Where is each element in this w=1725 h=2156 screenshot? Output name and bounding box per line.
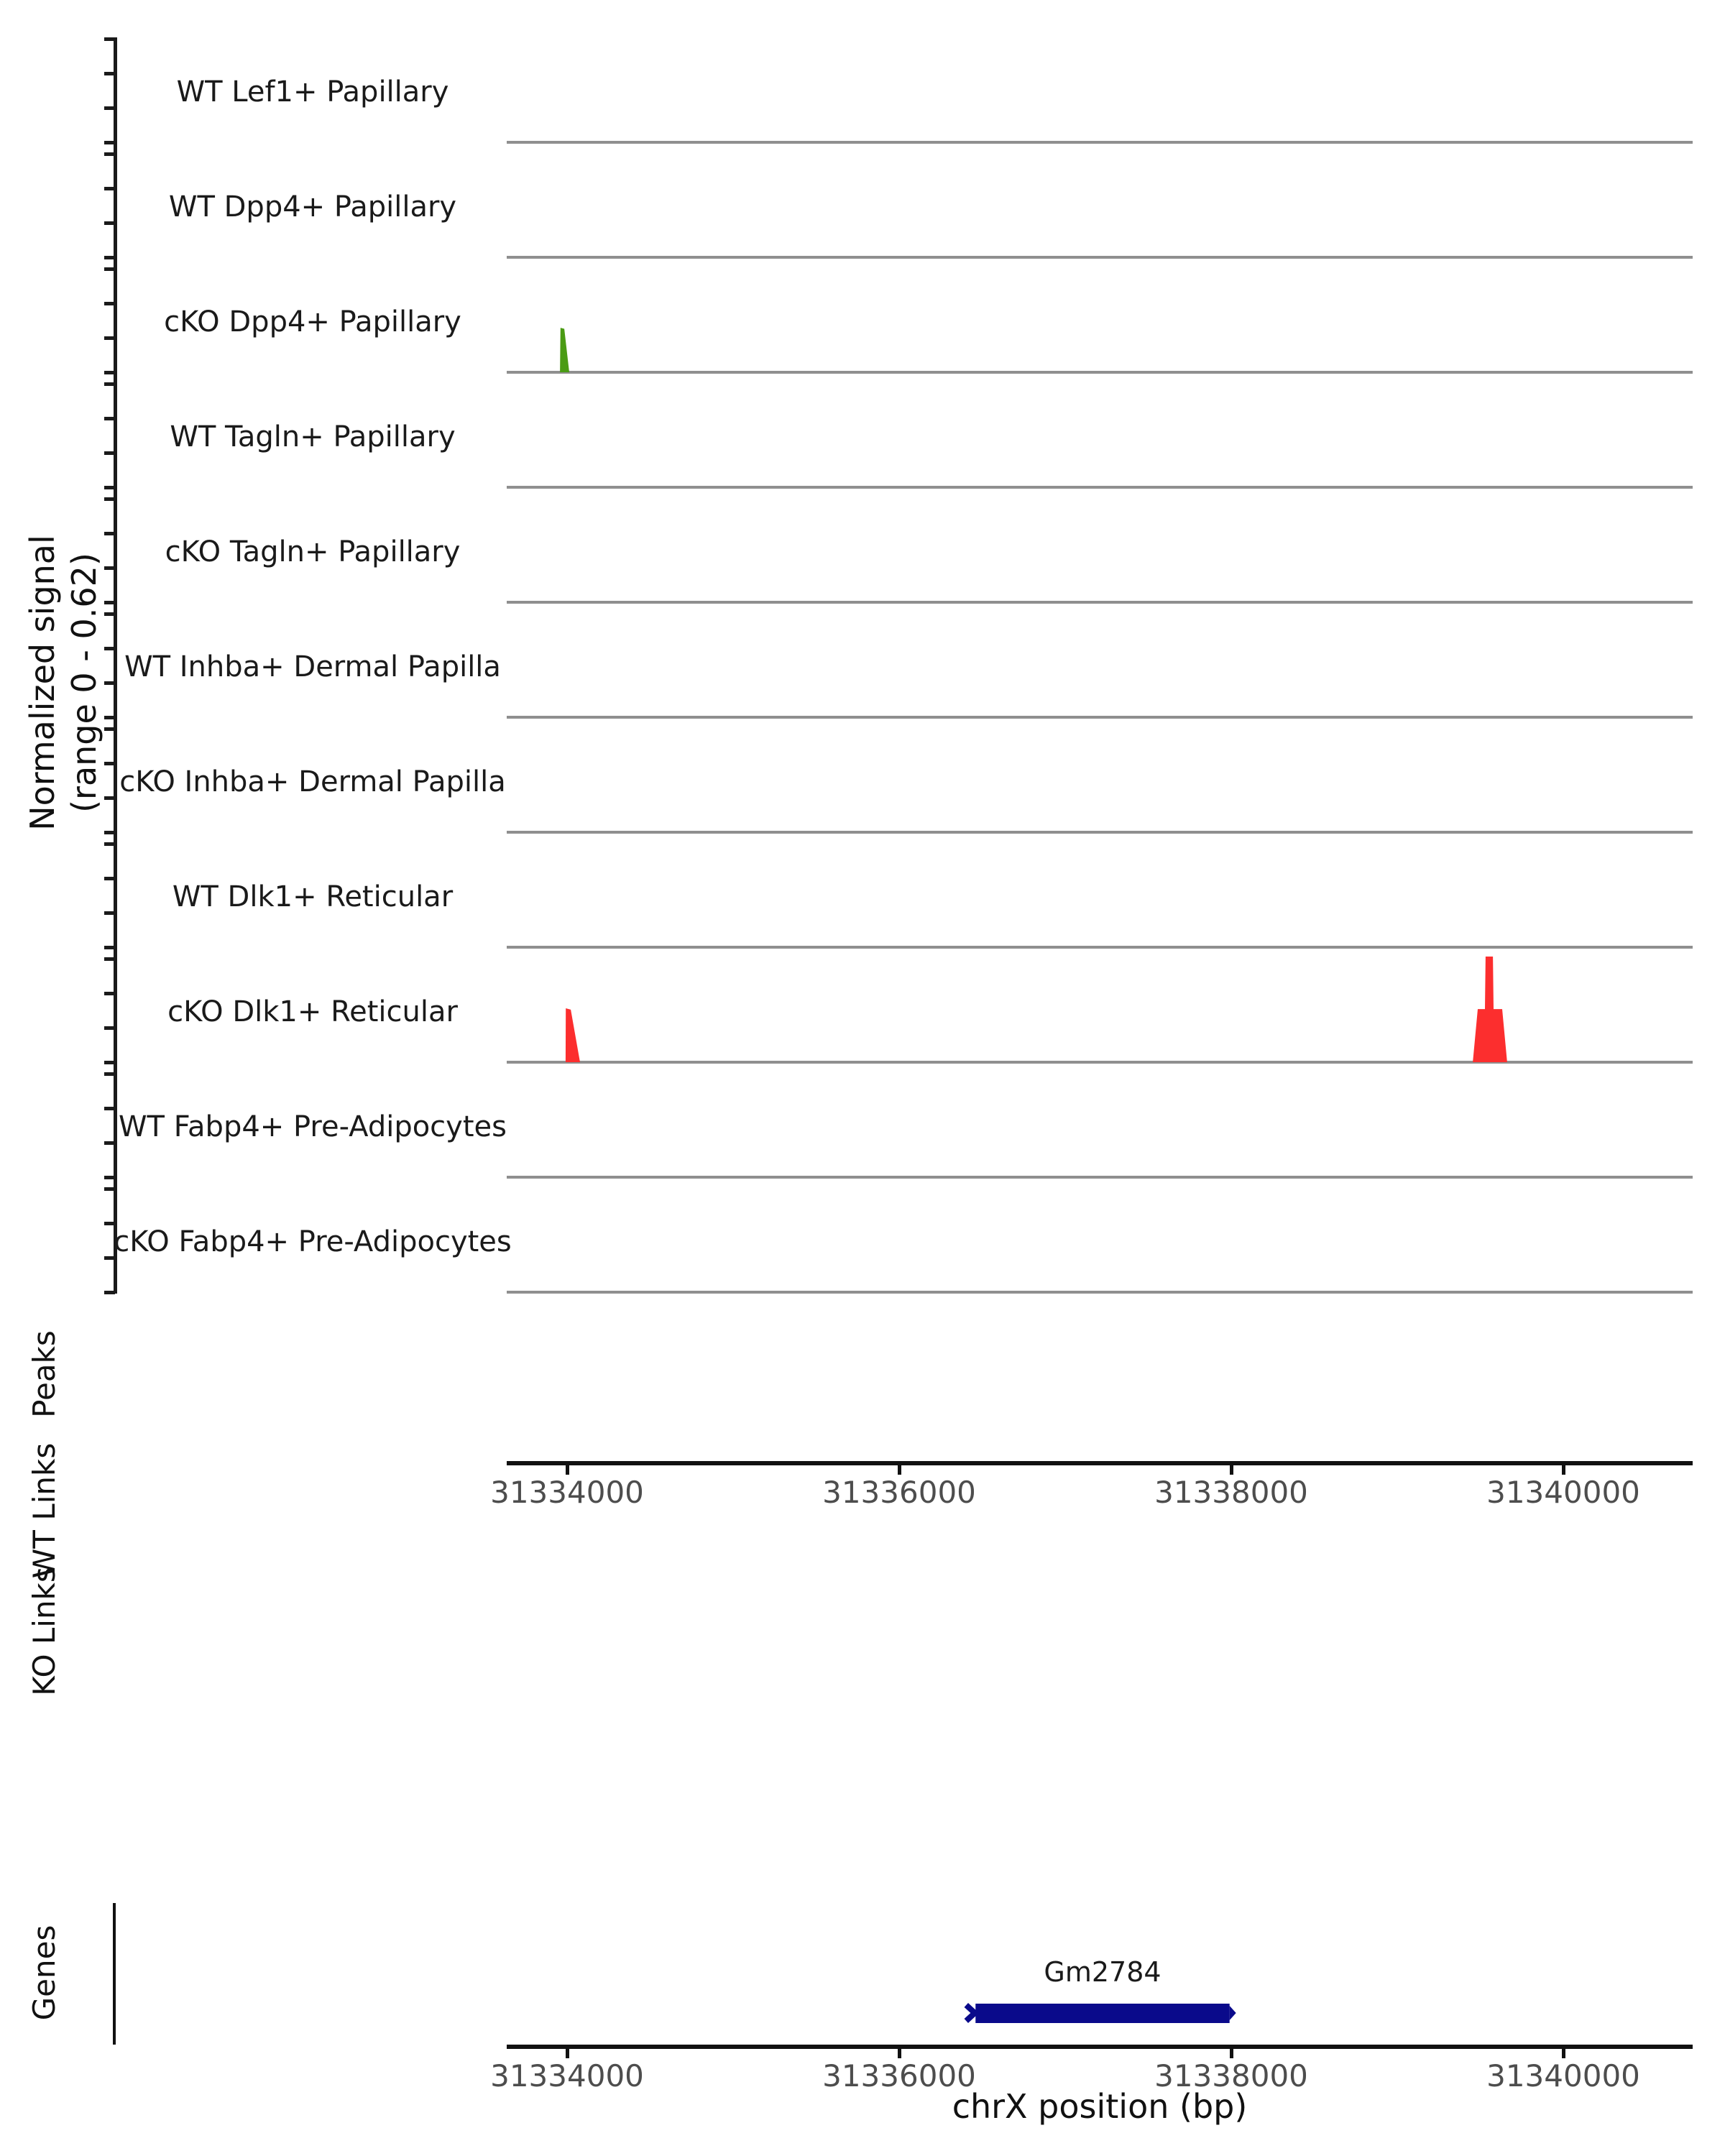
y-axis-tick [104, 382, 115, 386]
gene-body-glyph [966, 2004, 1236, 2023]
y-axis-tick [104, 1061, 115, 1064]
x-axis-tick [566, 1465, 569, 1475]
y-axis-tick [104, 267, 115, 271]
y-axis-tick [104, 831, 115, 834]
y-axis-tick [104, 486, 115, 489]
x-axis-tick [1562, 2048, 1565, 2058]
y-axis-tick [104, 497, 115, 501]
track-baseline [507, 601, 1693, 604]
x-axis-tick-label: 31338000 [1154, 1475, 1308, 1510]
track-label: cKO Tagln+ Papillary [165, 535, 461, 568]
x-axis-tick [1230, 1465, 1233, 1475]
y-axis-tick [104, 1291, 115, 1294]
x-axis-tick [898, 2048, 901, 2058]
track-label: cKO Dlk1+ Reticular [167, 995, 458, 1028]
section-label-genes: Genes [27, 1925, 62, 2021]
y-axis-label-line1: Normalized signal [23, 535, 62, 831]
signal-peak [566, 1008, 580, 1062]
y-axis-tick [104, 152, 115, 156]
y-axis-tick [104, 601, 115, 604]
track-baseline [507, 1061, 1693, 1064]
y-axis-label-line2: (range 0 - 0.62) [65, 553, 104, 813]
y-axis-tick [104, 141, 115, 144]
y-axis-tick [104, 727, 115, 731]
y-axis-tick [104, 842, 115, 846]
x-axis-tick [1230, 2048, 1233, 2058]
x-axis-tick-label: 31336000 [822, 1475, 976, 1510]
y-axis-tick [104, 37, 115, 41]
x-axis-tick-label: 31336000 [822, 2058, 976, 2093]
y-axis-tick [104, 1072, 115, 1076]
track-baseline [507, 831, 1693, 834]
x-axis-tick-label: 31340000 [1486, 2058, 1640, 2093]
genes-axis-line [113, 1903, 116, 2045]
track-label: WT Lef1+ Papillary [176, 75, 449, 109]
gene-arrow-tip-icon [1230, 2006, 1236, 2020]
peaks-x-axis-line [507, 1461, 1693, 1465]
signal-peak [560, 328, 569, 372]
y-axis-tick [104, 612, 115, 616]
y-axis-tick [104, 1187, 115, 1191]
track-baseline [507, 256, 1693, 259]
section-label-wt-links: WT Links [27, 1442, 62, 1579]
signal-peak [1473, 957, 1507, 1062]
y-axis-label [22, 395, 105, 970]
y-axis-tick [104, 946, 115, 949]
x-axis-tick [898, 1465, 901, 1475]
y-axis-tick [104, 1176, 115, 1179]
gene-body-rect [975, 2004, 1229, 2023]
track-baseline [507, 371, 1693, 374]
x-axis-tick [1562, 1465, 1565, 1475]
track-label: WT Fabp4+ Pre-Adipocytes [119, 1110, 507, 1143]
track-baseline [507, 141, 1693, 144]
gene-name-label: Gm2784 [1044, 1956, 1162, 1988]
track-baseline [507, 1176, 1693, 1179]
x-axis-tick [566, 2048, 569, 2058]
track-label: WT Inhba+ Dermal Papilla [124, 650, 501, 683]
y-axis-tick [104, 957, 115, 961]
x-axis-tick-label: 31334000 [490, 2058, 644, 2093]
y-axis-tick [104, 371, 115, 374]
y-axis-tick [104, 716, 115, 719]
track-label: WT Tagln+ Papillary [170, 420, 456, 453]
track-label: cKO Fabp4+ Pre-Adipocytes [114, 1225, 512, 1258]
track-label: WT Dpp4+ Papillary [168, 190, 457, 224]
x-axis-tick-label: 31338000 [1154, 2058, 1308, 2093]
section-label-ko-links: KO Links [27, 1567, 62, 1696]
x-axis-tick-label: 31340000 [1486, 1475, 1640, 1510]
track-baseline [507, 486, 1693, 489]
signal-peaks-group [560, 328, 1507, 1062]
track-label: cKO Inhba+ Dermal Papilla [119, 765, 506, 798]
track-baseline [507, 946, 1693, 949]
bottom-x-axis-line [507, 2045, 1693, 2049]
track-label: WT Dlk1+ Reticular [172, 880, 454, 913]
y-axis-tick [104, 256, 115, 259]
x-axis-tick-label: 31334000 [490, 1475, 644, 1510]
x-axis-title: chrX position (bp) [952, 2087, 1248, 2126]
track-label: cKO Dpp4+ Papillary [164, 305, 461, 338]
track-baseline [507, 1291, 1693, 1294]
section-label-peaks: Peaks [27, 1330, 62, 1418]
gene-strand-chevron-icon [966, 2005, 975, 2021]
track-baseline [507, 716, 1693, 719]
